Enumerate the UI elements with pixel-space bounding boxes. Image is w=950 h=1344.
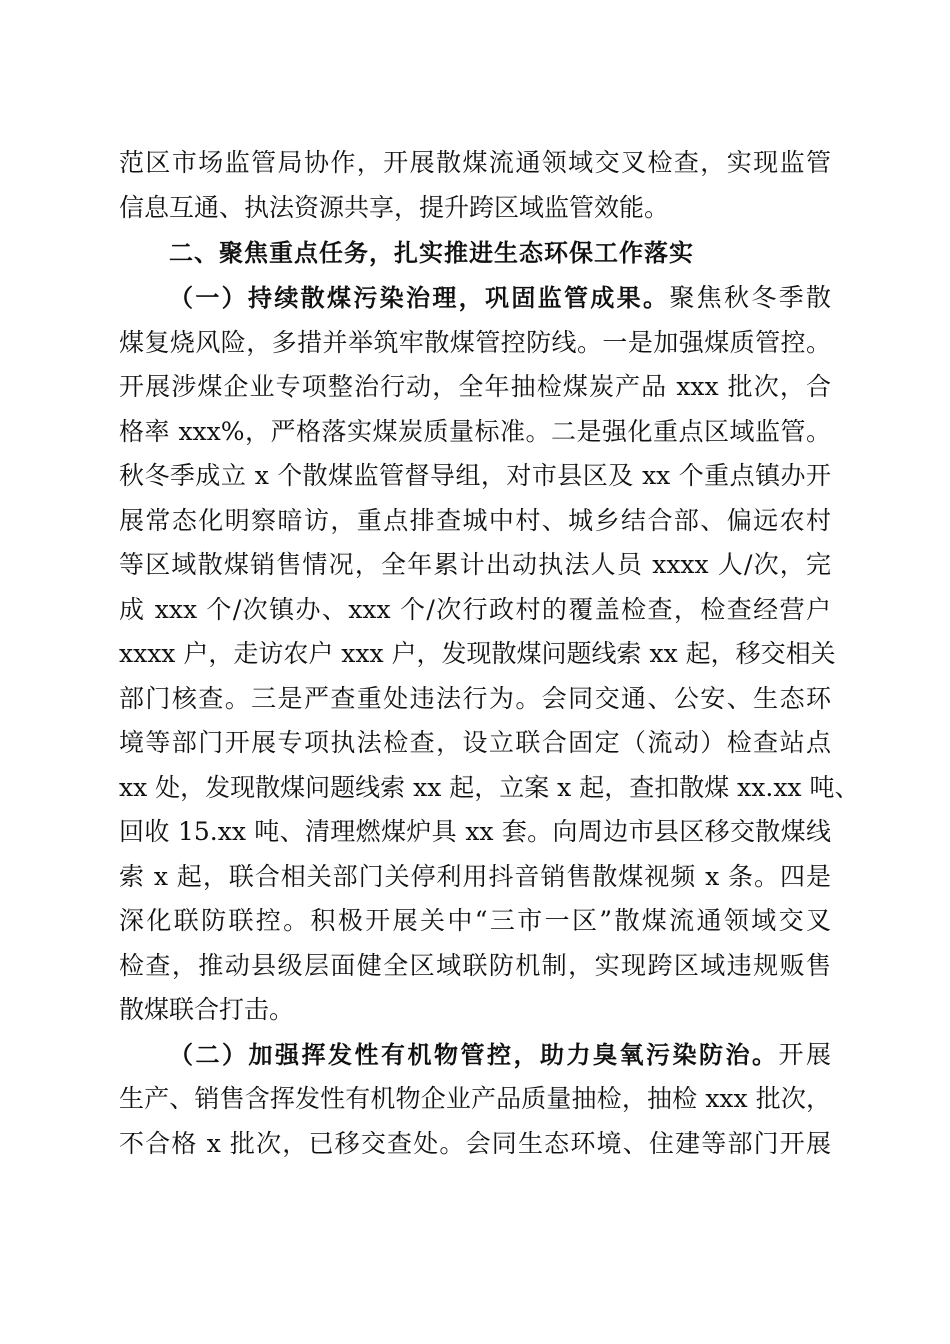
section-heading: 二、聚焦重点任务，扎实推进生态环保工作落实	[169, 239, 694, 267]
para1-line: 检查，推动县级层面健全区域联防机制，实现跨区域违规贩售	[119, 951, 831, 980]
para1-line: 索 x 起，联合相关部门关停利用抖音销售散煤视频 x 条。四是	[119, 862, 831, 891]
para2-lead: （二）加强挥发性有机物管控，助力臭氧污染防治。	[169, 1041, 779, 1069]
para1-line: 格率 xxx%，严格落实煤炭质量标准。二是强化重点区域监管。	[119, 417, 831, 446]
para1-first-line	[169, 283, 831, 313]
para1-line: 境等部门开展专项执法检查，设立联合固定（流动）检查站点	[119, 728, 831, 757]
para1-line: xxxx 户，走访农户 xxx 户，发现散煤问题线索 xx 起，移交相关	[119, 639, 836, 668]
intro-line-2: 信息互通、执法资源共享，提升跨区域监管效能。	[119, 193, 670, 222]
para1-line: 成 xxx 个/次镇办、xxx 个/次行政村的覆盖检查，检查经营户	[119, 595, 831, 624]
para1-line: 展常态化明察暗访，重点排查城中村、城乡结合部、偏远农村	[119, 506, 831, 535]
para1-line: 散煤联合打击。	[119, 995, 295, 1024]
para1-line: 回收 15.xx 吨、清理燃煤炉具 xx 套。向周边市县区移交散煤线	[119, 817, 831, 846]
para1-line: 开展涉煤企业专项整治行动，全年抽检煤炭产品 xxx 批次，合	[119, 372, 831, 401]
para1-line: 煤复烧风险，多措并举筑牢散煤管控防线。一是加强煤质管控。	[119, 328, 831, 357]
intro-line-1: 范区市场监管局协作，开展散煤流通领域交叉检查，实现监管	[119, 148, 831, 177]
para1-first-rest: 聚焦秋冬季散	[669, 283, 831, 312]
para2-line: 不合格 x 批次，已移交查处。会同生态环境、住建等部门开展	[119, 1129, 831, 1158]
para2-first-rest: 开展	[778, 1040, 831, 1069]
para1-line: 秋冬季成立 x 个散煤监管督导组，对市县区及 xx 个重点镇办开	[119, 461, 831, 490]
para1-line: 深化联防联控。积极开展关中“三市一区”散煤流通领域交叉	[119, 906, 831, 935]
para1-lead: （一）持续散煤污染治理，巩固监管成果。	[169, 284, 670, 312]
para2-first-line	[169, 1040, 831, 1070]
para1-line: 等区域散煤销售情况，全年累计出动执法人员 xxxx 人/次，完	[119, 550, 831, 579]
para1-line: 部门核查。三是严查重处违法行为。会同交通、公安、生态环	[119, 684, 831, 713]
para1-line: xx 处，发现散煤问题线索 xx 起，立案 x 起，查扣散煤 xx.xx 吨、	[119, 773, 860, 802]
para2-line: 生产、销售含挥发性有机物企业产品质量抽检，抽检 xxx 批次，	[119, 1084, 831, 1113]
